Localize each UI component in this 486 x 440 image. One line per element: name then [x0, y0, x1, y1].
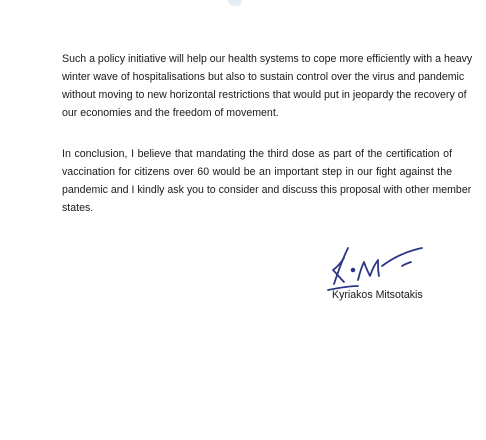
paragraph-line: states. [62, 202, 94, 214]
body-paragraph-conclusion [62, 145, 472, 217]
handwritten-signature [318, 236, 428, 296]
paragraph-line: our economies and the freedom of movement. [62, 107, 279, 119]
signer-name: Kyriakos Mitsotakis [332, 289, 423, 301]
paragraph-line: Such a policy initiative will help our health systems to cope more efficiently with a heavy [62, 53, 473, 65]
letterhead-fragment [228, 0, 242, 6]
paragraph-line: vaccination for citizens over 60 would be an important step in our fight against the [62, 166, 452, 178]
paragraph-line: without moving to new horizontal restrictions that would put in jeopardy the recovery of [62, 89, 467, 101]
paragraph-line: In conclusion, I believe that mandating the third dose as part of the certification of [62, 148, 452, 160]
body-paragraph-policy-initiative [62, 50, 473, 122]
paragraph-line: winter wave of hospitalisations but also to sustain control over the virus and pandemic [62, 71, 465, 83]
paragraph-line: pandemic and I kindly ask you to consider and discuss this proposal with other member [62, 184, 472, 196]
